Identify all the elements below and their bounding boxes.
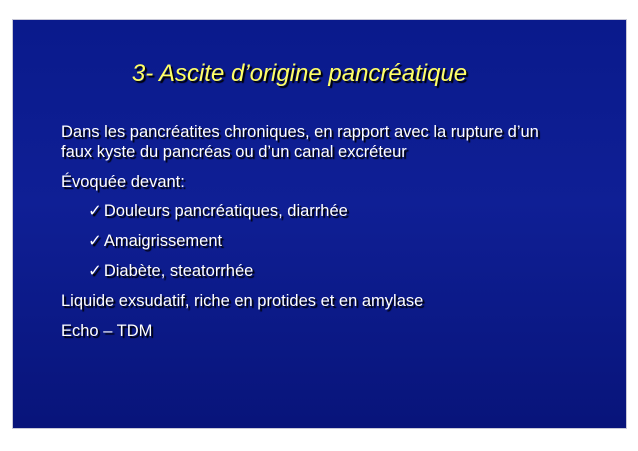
bullet-text: Diabète, steatorrhée: [103, 262, 254, 280]
intro-line-1: Dans les pancréatites chroniques, en rapport avec la rupture d’un: [61, 123, 539, 141]
slide-title: 3- Ascite d’origine pancréatique: [131, 60, 468, 87]
intro-line-2: faux kyste du pancréas ou d’un canal excréteur: [61, 143, 407, 161]
checkmark-icon: ✓: [88, 202, 102, 220]
evoked-label: Évoquée devant:: [61, 173, 185, 191]
bullet-text: Douleurs pancréatiques, diarrhée: [103, 202, 348, 220]
bullet-text: Amaigrissement: [103, 232, 223, 250]
checkmark-icon: ✓: [88, 262, 102, 280]
bullet-item: [88, 231, 222, 251]
bullet-item: [88, 261, 253, 281]
checkmark-icon: ✓: [88, 232, 102, 250]
imaging-line: Echo – TDM: [61, 322, 153, 340]
liquid-line: Liquide exsudatif, riche en protides et en amylase: [61, 292, 424, 310]
slide: [12, 19, 627, 429]
bullet-item: [88, 201, 348, 221]
